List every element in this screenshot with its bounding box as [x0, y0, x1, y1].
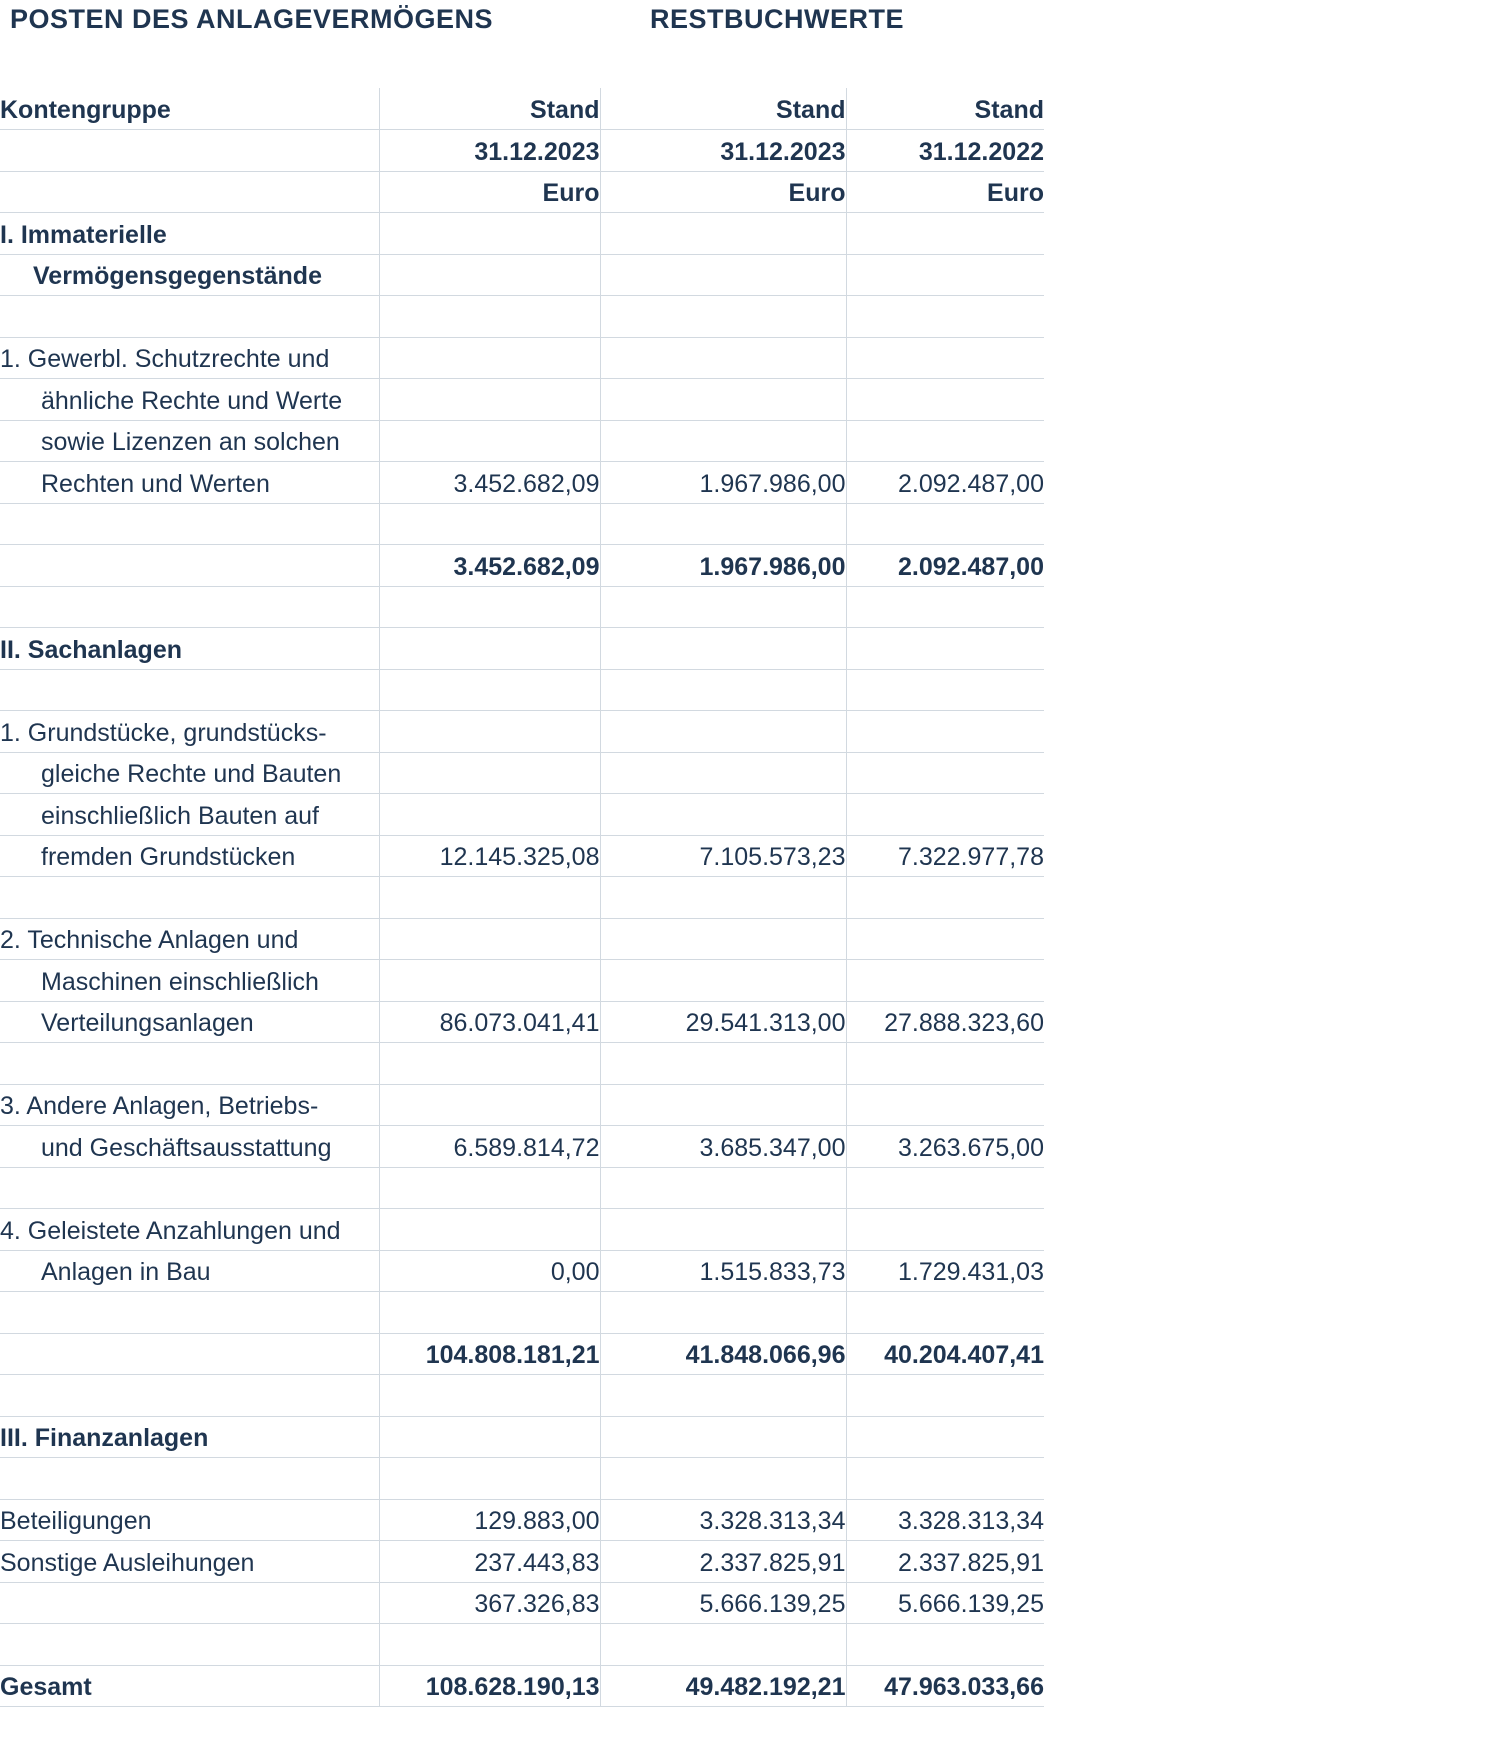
- row-value-cell: 237.443,83: [379, 1541, 600, 1583]
- table-row: [0, 711, 1044, 753]
- row-value-cell: [846, 1043, 1044, 1085]
- row-label-cell: Anlagen in Bau: [0, 1250, 379, 1292]
- row-label-cell: [0, 1375, 379, 1417]
- row-value-cell: [379, 254, 600, 296]
- row-label-cell: Verteilungsanlagen: [0, 1001, 379, 1043]
- header-value-cell: 31.12.2023: [379, 130, 600, 172]
- row-value-cell: [846, 1084, 1044, 1126]
- row-value-cell: [379, 420, 600, 462]
- row-value-cell: [379, 669, 600, 711]
- header-value-cell: Stand: [600, 88, 846, 130]
- row-value-cell: [379, 960, 600, 1002]
- row-label-cell: 1. Grundstücke, grundstücks-: [0, 711, 379, 753]
- row-value-cell: [600, 711, 846, 753]
- row-value-cell: 5.666.139,25: [846, 1582, 1044, 1624]
- row-label-cell: 4. Geleistete Anzahlungen und: [0, 1209, 379, 1251]
- row-value-cell: [846, 1416, 1044, 1458]
- row-value-cell: [600, 794, 846, 836]
- row-value-cell: [379, 918, 600, 960]
- header-value-cell: Euro: [846, 171, 1044, 213]
- table-row: [0, 503, 1044, 545]
- table-row: [0, 1375, 1044, 1417]
- row-label-cell: [0, 1458, 379, 1500]
- row-value-cell: [379, 586, 600, 628]
- row-value-cell: [846, 877, 1044, 919]
- row-value-cell: [846, 1375, 1044, 1417]
- row-value-cell: [379, 794, 600, 836]
- row-label-cell: II. Sachanlagen: [0, 628, 379, 670]
- header-label-cell: [0, 171, 379, 213]
- table-row: [0, 1665, 1044, 1707]
- row-value-cell: [846, 337, 1044, 379]
- row-value-cell: [600, 669, 846, 711]
- row-value-cell: [600, 1624, 846, 1666]
- row-value-cell: [379, 1624, 600, 1666]
- row-label-cell: [0, 1167, 379, 1209]
- row-value-cell: [846, 1458, 1044, 1500]
- row-value-cell: 2.337.825,91: [600, 1541, 846, 1583]
- row-label-cell: III. Finanzanlagen: [0, 1416, 379, 1458]
- row-value-cell: [379, 1084, 600, 1126]
- row-value-cell: [600, 379, 846, 421]
- row-value-cell: [846, 1209, 1044, 1251]
- row-value-cell: 1.967.986,00: [600, 462, 846, 504]
- row-label-cell: [0, 545, 379, 587]
- row-label-cell: [0, 503, 379, 545]
- row-value-cell: 3.263.675,00: [846, 1126, 1044, 1168]
- table-row: [0, 918, 1044, 960]
- row-value-cell: [846, 296, 1044, 338]
- row-value-cell: [379, 1209, 600, 1251]
- table-row: [0, 1209, 1044, 1251]
- row-value-cell: [379, 628, 600, 670]
- row-value-cell: [600, 1458, 846, 1500]
- table-row: [0, 1250, 1044, 1292]
- row-label-cell: Rechten und Werten: [0, 462, 379, 504]
- row-label-cell: 2. Technische Anlagen und: [0, 918, 379, 960]
- row-label-cell: ähnliche Rechte und Werte: [0, 379, 379, 421]
- table-row: [0, 794, 1044, 836]
- row-label-cell: [0, 586, 379, 628]
- row-value-cell: [600, 1084, 846, 1126]
- row-value-cell: [600, 213, 846, 255]
- table-row: [0, 379, 1044, 421]
- row-value-cell: [600, 1043, 846, 1085]
- row-value-cell: [600, 1209, 846, 1251]
- row-label-cell: einschließlich Bauten auf: [0, 794, 379, 836]
- row-value-cell: [846, 379, 1044, 421]
- row-label-cell: und Geschäftsausstattung: [0, 1126, 379, 1168]
- row-value-cell: 129.883,00: [379, 1499, 600, 1541]
- row-value-cell: 86.073.041,41: [379, 1001, 600, 1043]
- row-value-cell: 3.685.347,00: [600, 1126, 846, 1168]
- table-row: [0, 669, 1044, 711]
- row-value-cell: 3.452.682,09: [379, 545, 600, 587]
- row-value-cell: [379, 877, 600, 919]
- row-value-cell: 27.888.323,60: [846, 1001, 1044, 1043]
- header-value-cell: Euro: [600, 171, 846, 213]
- table-row: [0, 1333, 1044, 1375]
- row-value-cell: [600, 877, 846, 919]
- table-row: [0, 296, 1044, 338]
- table-row: [0, 1001, 1044, 1043]
- asset-table: [0, 88, 1044, 1707]
- row-value-cell: [379, 296, 600, 338]
- row-label-cell: 1. Gewerbl. Schutzrechte und: [0, 337, 379, 379]
- row-value-cell: [600, 337, 846, 379]
- table-row: [0, 586, 1044, 628]
- header-label-cell: Kontengruppe: [0, 88, 379, 130]
- row-label-cell: Sonstige Ausleihungen: [0, 1541, 379, 1583]
- table-row: [0, 420, 1044, 462]
- row-value-cell: [846, 1167, 1044, 1209]
- row-value-cell: [600, 296, 846, 338]
- row-value-cell: [379, 1167, 600, 1209]
- row-label-cell: [0, 1292, 379, 1334]
- header-row: [0, 88, 1044, 130]
- row-value-cell: [846, 752, 1044, 794]
- row-value-cell: [600, 1292, 846, 1334]
- header-value-cell: 31.12.2022: [846, 130, 1044, 172]
- row-value-cell: 49.482.192,21: [600, 1665, 846, 1707]
- table-row: [0, 1084, 1044, 1126]
- row-label-cell: sowie Lizenzen an solchen: [0, 420, 379, 462]
- row-label-cell: Vermögensgegenstände: [0, 254, 379, 296]
- row-value-cell: 12.145.325,08: [379, 835, 600, 877]
- row-label-cell: Beteiligungen: [0, 1499, 379, 1541]
- page-heading-right: RESTBUCHWERTE: [650, 4, 904, 34]
- row-value-cell: 2.337.825,91: [846, 1541, 1044, 1583]
- row-value-cell: 5.666.139,25: [600, 1582, 846, 1624]
- row-value-cell: [600, 628, 846, 670]
- row-value-cell: [846, 213, 1044, 255]
- row-value-cell: [379, 379, 600, 421]
- asset-table-body: [0, 88, 1044, 1707]
- row-value-cell: [600, 918, 846, 960]
- table-row: [0, 1458, 1044, 1500]
- table-row: [0, 1292, 1044, 1334]
- table-row: [0, 545, 1044, 587]
- table-row: [0, 1167, 1044, 1209]
- table-row: [0, 1043, 1044, 1085]
- row-value-cell: 2.092.487,00: [846, 462, 1044, 504]
- row-label-cell: [0, 1582, 379, 1624]
- header-value-cell: Euro: [379, 171, 600, 213]
- row-value-cell: [846, 254, 1044, 296]
- table-row: [0, 1126, 1044, 1168]
- row-value-cell: [379, 337, 600, 379]
- row-label-cell: Gesamt: [0, 1665, 379, 1707]
- row-value-cell: [379, 1416, 600, 1458]
- row-value-cell: [379, 711, 600, 753]
- row-value-cell: 47.963.033,66: [846, 1665, 1044, 1707]
- row-label-cell: Maschinen einschließlich: [0, 960, 379, 1002]
- row-value-cell: 6.589.814,72: [379, 1126, 600, 1168]
- row-value-cell: [600, 254, 846, 296]
- row-value-cell: [600, 1416, 846, 1458]
- row-value-cell: [846, 1292, 1044, 1334]
- row-value-cell: [846, 669, 1044, 711]
- row-label-cell: [0, 669, 379, 711]
- row-value-cell: 7.105.573,23: [600, 835, 846, 877]
- row-value-cell: [600, 1375, 846, 1417]
- row-value-cell: 40.204.407,41: [846, 1333, 1044, 1375]
- row-value-cell: [846, 711, 1044, 753]
- row-value-cell: [600, 586, 846, 628]
- row-value-cell: 367.326,83: [379, 1582, 600, 1624]
- row-value-cell: 29.541.313,00: [600, 1001, 846, 1043]
- row-value-cell: 108.628.190,13: [379, 1665, 600, 1707]
- table-row: [0, 1416, 1044, 1458]
- table-row: [0, 835, 1044, 877]
- row-label-cell: [0, 1624, 379, 1666]
- row-label-cell: 3. Andere Anlagen, Betriebs-: [0, 1084, 379, 1126]
- header-row: [0, 130, 1044, 172]
- row-value-cell: [379, 1292, 600, 1334]
- header-value-cell: Stand: [846, 88, 1044, 130]
- table-row: [0, 254, 1044, 296]
- row-value-cell: [846, 628, 1044, 670]
- table-row: [0, 1582, 1044, 1624]
- row-label-cell: I. Immaterielle: [0, 213, 379, 255]
- row-value-cell: 0,00: [379, 1250, 600, 1292]
- row-value-cell: [846, 420, 1044, 462]
- header-label-cell: [0, 130, 379, 172]
- header-value-cell: Stand: [379, 88, 600, 130]
- row-label-cell: gleiche Rechte und Bauten: [0, 752, 379, 794]
- row-label-cell: [0, 1043, 379, 1085]
- row-value-cell: [600, 1167, 846, 1209]
- row-value-cell: 1.729.431,03: [846, 1250, 1044, 1292]
- table-row: [0, 877, 1044, 919]
- table-row: [0, 337, 1044, 379]
- table-row: [0, 1499, 1044, 1541]
- table-row: [0, 1624, 1044, 1666]
- row-value-cell: [846, 586, 1044, 628]
- row-value-cell: 3.328.313,34: [846, 1499, 1044, 1541]
- row-value-cell: [846, 503, 1044, 545]
- row-value-cell: [846, 960, 1044, 1002]
- row-value-cell: [600, 420, 846, 462]
- table-row: [0, 462, 1044, 504]
- row-value-cell: [379, 503, 600, 545]
- table-row: [0, 1541, 1044, 1583]
- row-value-cell: [846, 918, 1044, 960]
- row-value-cell: [600, 503, 846, 545]
- row-value-cell: 2.092.487,00: [846, 545, 1044, 587]
- page-heading-left: POSTEN DES ANLAGEVERMÖGENS: [10, 4, 494, 34]
- row-value-cell: [379, 213, 600, 255]
- row-value-cell: 3.328.313,34: [600, 1499, 846, 1541]
- row-value-cell: 1.515.833,73: [600, 1250, 846, 1292]
- table-row: [0, 752, 1044, 794]
- row-value-cell: 7.322.977,78: [846, 835, 1044, 877]
- row-value-cell: 1.967.986,00: [600, 545, 846, 587]
- row-value-cell: [600, 752, 846, 794]
- table-row: [0, 960, 1044, 1002]
- row-value-cell: [379, 1043, 600, 1085]
- header-row: [0, 171, 1044, 213]
- row-value-cell: [379, 752, 600, 794]
- table-row: [0, 213, 1044, 255]
- header-value-cell: 31.12.2023: [600, 130, 846, 172]
- row-value-cell: 41.848.066,96: [600, 1333, 846, 1375]
- row-value-cell: [379, 1375, 600, 1417]
- row-label-cell: [0, 1333, 379, 1375]
- row-value-cell: [600, 960, 846, 1002]
- row-label-cell: [0, 296, 379, 338]
- row-label-cell: fremden Grundstücken: [0, 835, 379, 877]
- row-value-cell: [846, 1624, 1044, 1666]
- row-value-cell: 104.808.181,21: [379, 1333, 600, 1375]
- row-value-cell: 3.452.682,09: [379, 462, 600, 504]
- row-value-cell: [379, 1458, 600, 1500]
- table-row: [0, 628, 1044, 670]
- row-label-cell: [0, 877, 379, 919]
- row-value-cell: [846, 794, 1044, 836]
